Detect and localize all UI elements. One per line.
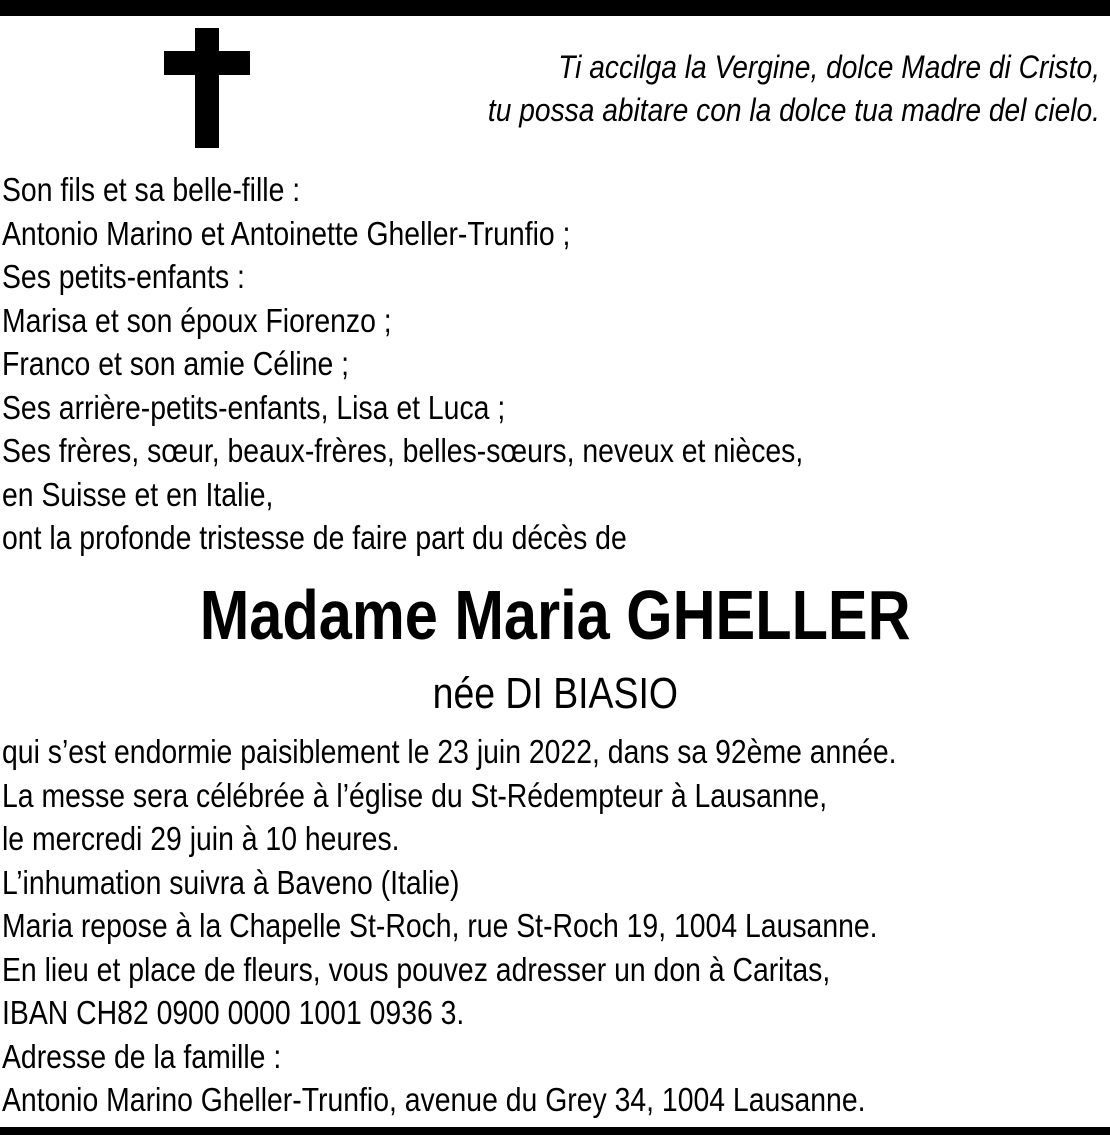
family-line: Ses petits-enfants : (2, 258, 245, 295)
verse-line: Ti accilga la Vergine, dolce Madre di Cristo, (558, 49, 1100, 85)
detail-line: Adresse de la famille : (2, 1037, 282, 1075)
detail-line: La messe sera célébrée à l’église du St-Rédempteur à Lausanne, (2, 776, 828, 814)
funeral-details (2, 730, 897, 1122)
family-announcement (2, 168, 803, 560)
family-line: Ses arrière-petits-enfants, Lisa et Luca ; (2, 388, 506, 426)
memorial-verse (431, 46, 1100, 132)
detail-line: L’inhumation suivra à Baveno (Italie) (2, 863, 460, 901)
deceased-name-text: Madame Maria GHELLER (199, 576, 911, 654)
family-line: Son fils et sa belle-fille : (2, 171, 301, 208)
family-line: Ses frères, sœur, beaux-frères, belles-sœurs, neveux et nièces, (2, 432, 804, 469)
maiden-name (0, 666, 1110, 722)
detail-line: Maria repose à la Chapelle St-Roch, rue St-Roch 19, 1004 Lausanne. (2, 907, 878, 944)
family-line: Marisa et son époux Fiorenzo ; (2, 301, 392, 339)
detail-line: le mercredi 29 juin à 10 heures. (2, 820, 400, 857)
detail-line: En lieu et place de fleurs, vous pouvez adresser un don à Caritas, (2, 950, 831, 988)
family-line: ont la profonde tristesse de faire part du décès de (2, 519, 627, 556)
family-line: Antonio Marino et Antoinette Gheller-Trunfio ; (2, 214, 571, 252)
cross-horizontal-bar (164, 51, 250, 75)
detail-line: qui s’est endormie paisiblement le 23 juin 2022, dans sa 92ème année. (2, 733, 897, 770)
detail-line: IBAN CH82 0900 0000 1001 0936 3. (2, 994, 465, 1031)
maiden-name-text: née DI BIASIO (432, 669, 678, 718)
family-line: en Suisse et en Italie, (2, 475, 274, 513)
latin-cross-icon (164, 28, 250, 148)
deceased-name (0, 570, 1110, 660)
top-border-rule (0, 0, 1110, 16)
detail-line: Antonio Marino Gheller-Trunfio, avenue du Grey 34, 1004 Lausanne. (2, 1081, 866, 1118)
cross-vertical-bar (195, 28, 219, 148)
family-line: Franco et son amie Céline ; (2, 345, 350, 382)
verse-line: tu possa abitare con la dolce tua madre del cielo. (487, 92, 1100, 128)
bottom-border-rule (0, 1127, 1110, 1135)
